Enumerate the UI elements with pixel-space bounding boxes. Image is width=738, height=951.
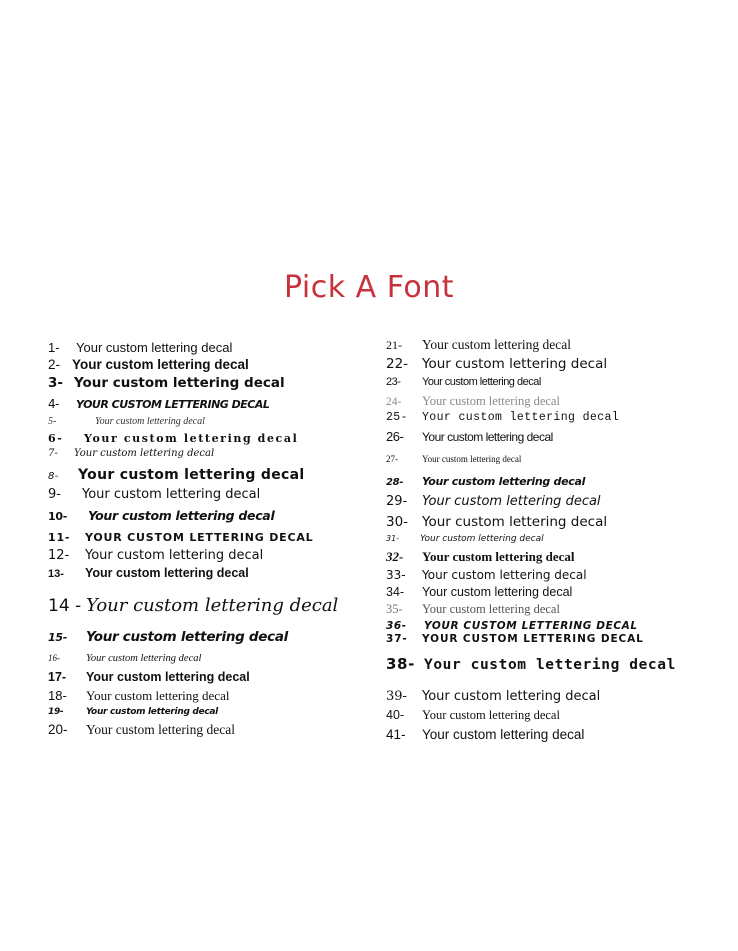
font-option-14 bbox=[48, 597, 338, 615]
font-number: 11- bbox=[48, 531, 71, 544]
font-sample: Your custom lettering decal bbox=[74, 375, 285, 391]
font-sample: Your custom lettering decal bbox=[422, 430, 553, 444]
font-option-8 bbox=[48, 468, 305, 482]
font-number: 29- bbox=[386, 494, 408, 509]
font-number: 37- bbox=[386, 633, 408, 645]
font-option-39 bbox=[386, 690, 600, 703]
font-option-32 bbox=[386, 550, 574, 563]
font-sample: Your custom lettering decal bbox=[86, 707, 218, 717]
font-number: 3- bbox=[48, 375, 63, 391]
font-option-27 bbox=[386, 455, 521, 464]
font-option-19 bbox=[48, 708, 218, 717]
font-number: 33- bbox=[386, 568, 406, 582]
font-option-4 bbox=[48, 398, 269, 410]
font-number: 16- bbox=[48, 653, 60, 663]
font-sample: Your custom lettering decal bbox=[422, 602, 560, 616]
font-option-29 bbox=[386, 495, 601, 508]
font-option-33 bbox=[386, 569, 587, 581]
font-option-17 bbox=[48, 671, 250, 684]
page-title: Pick A Font bbox=[283, 270, 455, 305]
font-number: 24- bbox=[386, 396, 402, 408]
font-number: 39- bbox=[386, 689, 407, 704]
font-option-23 bbox=[386, 377, 541, 388]
font-option-20 bbox=[48, 723, 235, 737]
font-option-12 bbox=[48, 549, 263, 562]
font-number: 30- bbox=[386, 514, 409, 530]
font-number: 31- bbox=[386, 534, 400, 543]
font-number: 34- bbox=[386, 585, 405, 599]
font-number: 13- bbox=[48, 568, 64, 580]
font-number: 6- bbox=[48, 432, 64, 445]
font-option-31 bbox=[386, 535, 544, 544]
font-sample: Your custom lettering decal bbox=[422, 727, 585, 742]
font-option-1 bbox=[48, 341, 232, 354]
font-number: 40- bbox=[386, 708, 405, 722]
font-option-40 bbox=[386, 709, 560, 722]
font-number: 4- bbox=[48, 397, 59, 411]
font-sample: Your custom lettering decal bbox=[76, 340, 233, 355]
font-option-25 bbox=[386, 412, 619, 424]
font-sample: Your custom lettering decal bbox=[84, 432, 299, 445]
font-sample: YOUR CUSTOM LETTERING DECAL bbox=[422, 633, 644, 645]
font-number: 38- bbox=[386, 655, 415, 673]
font-sample: Your custom lettering decal bbox=[422, 337, 571, 352]
font-option-7 bbox=[48, 449, 214, 459]
font-number: 2- bbox=[48, 357, 61, 372]
font-sample: Your custom lettering decal bbox=[86, 722, 235, 737]
font-sample: Your custom lettering decal bbox=[86, 595, 339, 616]
font-option-6 bbox=[48, 433, 298, 444]
font-sample: Your custom lettering decal bbox=[422, 514, 608, 530]
font-option-3 bbox=[48, 377, 285, 391]
font-sample: YOUR CUSTOM LETTERING DECAL bbox=[76, 398, 270, 411]
font-option-36 bbox=[386, 621, 638, 632]
font-number: 28- bbox=[386, 477, 404, 488]
font-number: 20- bbox=[48, 722, 68, 737]
font-sample: Your custom lettering decal bbox=[78, 467, 305, 483]
font-option-11 bbox=[48, 532, 313, 543]
font-option-22 bbox=[386, 358, 607, 372]
font-option-28 bbox=[386, 476, 585, 488]
font-sample: Your custom lettering decal bbox=[424, 657, 676, 673]
font-number: 26- bbox=[386, 429, 404, 444]
font-number: 10- bbox=[48, 510, 67, 523]
font-number: 19- bbox=[48, 707, 64, 717]
font-number: 35- bbox=[386, 602, 403, 616]
font-number: 41- bbox=[386, 727, 406, 742]
font-number: 9- bbox=[48, 487, 61, 502]
font-number: 21- bbox=[386, 338, 402, 352]
font-sample: Your custom lettering decal bbox=[86, 653, 202, 664]
font-option-10 bbox=[48, 510, 274, 523]
font-number: 7- bbox=[48, 448, 58, 459]
font-number: 27- bbox=[386, 454, 398, 464]
font-sample: Your custom lettering decal bbox=[422, 475, 586, 488]
font-option-24 bbox=[386, 395, 560, 409]
font-sample: Your custom lettering decal bbox=[422, 394, 560, 408]
font-sample: Your custom lettering decal bbox=[85, 566, 249, 580]
font-sample: Your custom lettering decal bbox=[86, 688, 230, 703]
font-number: 36- bbox=[386, 620, 407, 632]
font-number: 15- bbox=[48, 631, 67, 644]
font-sample: Your custom lettering decal bbox=[422, 454, 522, 464]
font-sample: Your custom lettering decal bbox=[422, 549, 575, 564]
font-sample: Your custom lettering decal bbox=[422, 376, 541, 388]
font-sample: Your custom lettering decal bbox=[422, 568, 587, 582]
font-option-5 bbox=[48, 417, 205, 427]
font-option-9 bbox=[48, 488, 260, 501]
font-sample: Your custom lettering decal bbox=[422, 356, 608, 372]
font-number: 14 - bbox=[48, 596, 82, 616]
font-number: 18- bbox=[48, 688, 67, 703]
font-option-26 bbox=[386, 430, 553, 443]
font-number: 5- bbox=[48, 416, 57, 427]
font-sample: Your custom lettering decal bbox=[88, 508, 275, 523]
font-sample: Your custom lettering decal bbox=[74, 448, 215, 459]
font-option-41 bbox=[386, 728, 584, 742]
font-number: 32- bbox=[386, 549, 404, 564]
font-sample: YOUR CUSTOM LETTERING DECAL bbox=[85, 531, 314, 544]
font-option-2 bbox=[48, 358, 249, 372]
font-sample: Your custom lettering decal bbox=[95, 416, 205, 427]
font-number: 23- bbox=[386, 376, 401, 388]
font-number: 1- bbox=[48, 340, 60, 355]
font-sample: Your custom lettering decal bbox=[420, 534, 544, 544]
font-option-21 bbox=[386, 338, 571, 352]
font-sample: Your custom lettering decal bbox=[82, 487, 261, 502]
font-option-13 bbox=[48, 567, 249, 580]
font-sample: Your custom lettering decal bbox=[86, 670, 250, 684]
font-sample: Your custom lettering decal bbox=[72, 357, 249, 372]
font-sample: Your custom lettering decal bbox=[422, 494, 601, 509]
font-number: 25- bbox=[386, 411, 408, 424]
font-sample: Your custom lettering decal bbox=[422, 411, 620, 424]
font-number: 8- bbox=[48, 471, 59, 482]
font-option-37 bbox=[386, 634, 644, 645]
font-sample: Your custom lettering decal bbox=[422, 708, 560, 722]
font-sample: Your custom lettering decal bbox=[85, 548, 264, 563]
font-option-34 bbox=[386, 586, 572, 599]
font-option-16 bbox=[48, 654, 201, 665]
font-number: 17- bbox=[48, 670, 67, 684]
font-number: 12- bbox=[48, 548, 70, 563]
font-sample: YOUR CUSTOM LETTERING DECAL bbox=[424, 620, 638, 632]
font-option-38 bbox=[386, 657, 676, 673]
font-option-30 bbox=[386, 516, 607, 530]
font-sample: Your custom lettering decal bbox=[422, 689, 601, 704]
font-sample: Your custom lettering decal bbox=[86, 629, 288, 645]
font-sample: Your custom lettering decal bbox=[422, 585, 573, 599]
font-option-35 bbox=[386, 603, 560, 616]
font-option-15 bbox=[48, 631, 288, 645]
font-option-18 bbox=[48, 689, 229, 702]
font-number: 22- bbox=[386, 356, 409, 372]
